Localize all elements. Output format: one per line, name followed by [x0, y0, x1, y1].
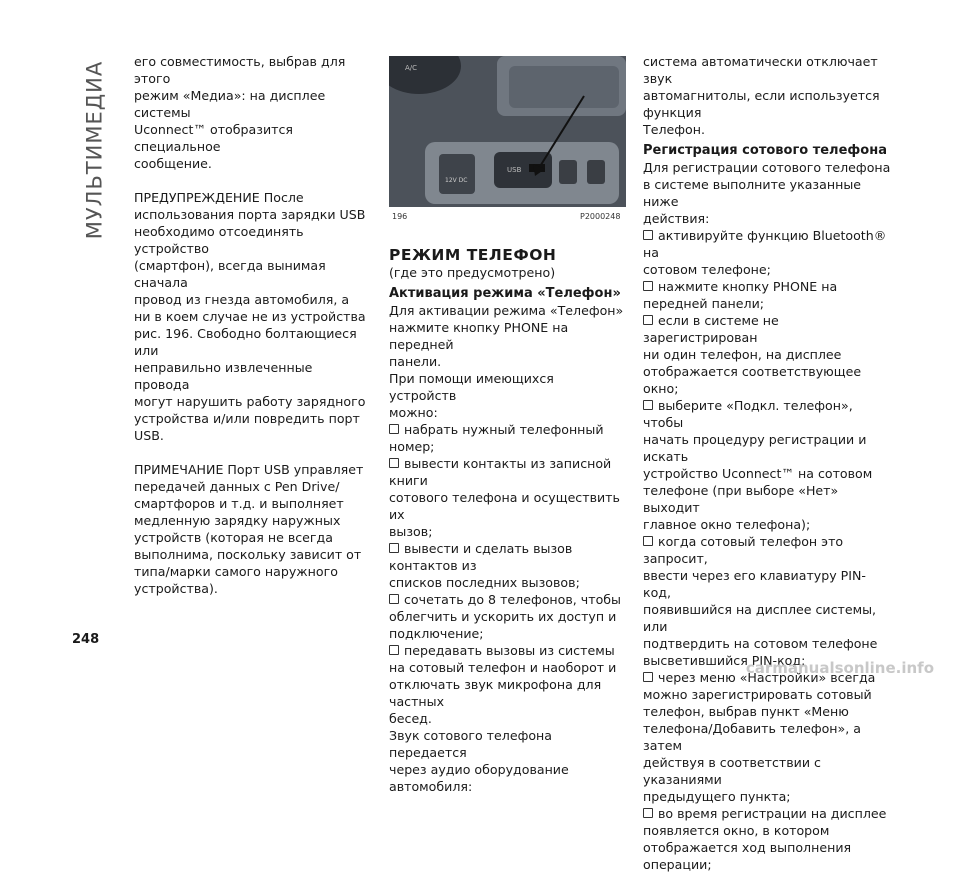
line-text: через аудио оборудование автомобиля:: [389, 762, 569, 794]
bullet-item: [643, 397, 893, 431]
checkbox-bullet-icon: [389, 458, 399, 468]
text-line: [134, 121, 366, 155]
bullet-item: [389, 591, 625, 608]
line-text: если в системе не зарегистрирован: [643, 313, 779, 345]
line-text: типа/марки самого наружного: [134, 564, 338, 579]
text-line: [134, 87, 366, 121]
figure-196-photo: [389, 56, 626, 207]
line-text: высветившийся PIN-код;: [643, 653, 806, 668]
line-text: панели.: [389, 354, 442, 369]
line-text: сочетать до 8 телефонов, чтобы: [404, 592, 621, 607]
line-text: телефона/Добавить телефон», а затем: [643, 721, 861, 753]
checkbox-bullet-icon: [643, 400, 653, 410]
page-number: 248: [72, 632, 100, 647]
bullet-item: [643, 805, 893, 822]
subheading-activation: Активация режима «Телефон»: [389, 286, 621, 301]
text-line: [389, 761, 625, 795]
line-text: облегчить и ускорить их доступ и: [389, 609, 617, 624]
line-text: появляется окно, в котором: [643, 823, 830, 838]
text-line: [643, 176, 893, 210]
line-text: передачей данных с Pen Drive/: [134, 479, 340, 494]
text-line: [134, 172, 366, 189]
line-text: списков последних вызовов;: [389, 575, 580, 590]
text-line: [389, 574, 625, 591]
line-text: можно зарегистрировать сотовый: [643, 687, 872, 702]
text-line: [389, 625, 625, 642]
column-left: [134, 53, 366, 597]
line-text: вывести контакты из записной книги: [389, 456, 612, 488]
line-text: начать процедуру регистрации и искать: [643, 432, 867, 464]
text-line: [643, 346, 893, 363]
text-line: [389, 302, 625, 319]
text-line: [643, 856, 893, 873]
line-text: сообщение.: [134, 156, 212, 171]
text-line: [643, 601, 893, 635]
text-line: [134, 529, 366, 546]
line-text: устройство Uconnect™ на сотовом: [643, 466, 873, 481]
line-text: сотового телефона и осуществить их: [389, 490, 620, 522]
figure-number: 196: [392, 212, 408, 221]
text-line: [643, 822, 893, 839]
line-text: Для регистрации сотового телефона: [643, 160, 891, 175]
line-text: рис. 196. Свободно болтающиеся или: [134, 326, 357, 358]
text-line: [134, 495, 366, 512]
line-text: ввести через его клавиатуру PIN-код,: [643, 568, 866, 600]
checkbox-bullet-icon: [389, 543, 399, 553]
line-text: могут нарушить работу зарядного: [134, 394, 366, 409]
line-text: автомагнитолы, если используется функция: [643, 88, 880, 120]
text-line: [643, 567, 893, 601]
text-line: [643, 465, 893, 482]
text-line: [643, 363, 893, 397]
line-text: главное окно телефона);: [643, 517, 811, 532]
text-line: [643, 720, 893, 754]
line-text: провод из гнезда автомобиля, а: [134, 292, 350, 307]
line-text: отключать звук микрофона для частных: [389, 677, 602, 709]
section-title-vertical: [74, 60, 114, 240]
text-line: [134, 53, 366, 87]
text-line: [134, 461, 366, 478]
text-line: [134, 546, 366, 563]
text-line: [134, 308, 366, 325]
text-line: [643, 87, 893, 121]
text-line: [643, 703, 893, 720]
line-text: Телефон.: [643, 122, 705, 137]
line-text: Uconnect™ отобразится специальное: [134, 122, 293, 154]
line-text: система автоматически отключает звук: [643, 54, 878, 86]
line-text: отображается соответствующее окно;: [643, 364, 862, 396]
text-line: [643, 516, 893, 533]
line-text: ПРИМЕЧАНИЕ Порт USB управляет: [134, 462, 364, 477]
bullet-item: [389, 455, 625, 489]
subheading-registration: Регистрация сотового телефона: [643, 143, 887, 158]
text-line: [389, 489, 625, 523]
line-text: сотовом телефоне;: [643, 262, 771, 277]
line-text: выполнима, поскольку зависит от: [134, 547, 362, 562]
text-line: [389, 353, 625, 370]
text-line: [134, 325, 366, 359]
line-text: ни один телефон, на дисплее: [643, 347, 842, 362]
line-text: подключение;: [389, 626, 484, 641]
line-text: на сотовый телефон и наоборот и: [389, 660, 617, 675]
text-line: [643, 431, 893, 465]
text-line: [134, 189, 366, 206]
text-line: [134, 512, 366, 529]
line-text: бесед.: [389, 711, 432, 726]
line-text: действия:: [643, 211, 710, 226]
column-right: [643, 53, 893, 873]
text-line: [643, 839, 893, 856]
line-text: во время регистрации на дисплее: [658, 806, 887, 821]
text-line: [389, 659, 625, 676]
line-text: неправильно извлеченные провода: [134, 360, 313, 392]
line-text: через меню «Настройки» всегда: [658, 670, 876, 685]
line-text: подтвердить на сотовом телефоне: [643, 636, 878, 651]
text-line: [389, 727, 625, 761]
text-line: [389, 676, 625, 710]
text-line: [389, 319, 625, 353]
text-line: [134, 206, 366, 223]
line-text: При помощи имеющихся устройств: [389, 371, 554, 403]
line-text: выберите «Подкл. телефон», чтобы: [643, 398, 853, 430]
line-text: устройства и/или повредить порт USB.: [134, 411, 360, 443]
text-line: [134, 155, 366, 172]
line-text: набрать нужный телефонный номер;: [389, 422, 604, 454]
line-text: телефон, выбрав пункт «Меню: [643, 704, 849, 719]
line-text: передавать вызовы из системы: [404, 643, 615, 658]
line-text: в системе выполните указанные ниже: [643, 177, 862, 209]
checkbox-bullet-icon: [389, 594, 399, 604]
usb-label: USB: [507, 166, 522, 174]
text-line: [643, 53, 893, 87]
text-line: [643, 635, 893, 652]
line-text: телефоне (при выборе «Нет» выходит: [643, 483, 839, 515]
checkbox-bullet-icon: [389, 645, 399, 655]
text-line: [643, 686, 893, 703]
text-line: [134, 291, 366, 308]
text-line: [643, 295, 893, 312]
checkbox-bullet-icon: [643, 315, 653, 325]
bullet-item: [643, 533, 893, 567]
text-line: [134, 223, 366, 257]
text-line: [134, 359, 366, 393]
text-line: [643, 754, 893, 788]
column-middle: [389, 247, 625, 795]
text-line: [389, 370, 625, 404]
line-text: медленную зарядку наружных: [134, 513, 341, 528]
bullet-item: [389, 421, 625, 455]
section-heading: РЕЖИМ ТЕЛЕФОН: [389, 246, 557, 264]
line-text: смартфоров и т.д. и выполняет: [134, 496, 344, 511]
line-text: устройства).: [134, 581, 218, 596]
line-text: активируйте функцию Bluetooth® на: [643, 228, 887, 260]
text-line: [134, 444, 366, 461]
text-line: [134, 393, 366, 410]
line-text: Для активации режима «Телефон»: [389, 303, 624, 318]
line-text: передней панели;: [643, 296, 765, 311]
line-text: можно:: [389, 405, 438, 420]
watermark: carmanualsonline.info: [745, 659, 934, 677]
line-text: нажмите кнопку PHONE на передней: [389, 320, 569, 352]
text-line: [643, 788, 893, 805]
line-text: действуя в соответствии с указаниями: [643, 755, 821, 787]
section-title-text: МУЛЬТИМЕДИА: [82, 60, 106, 240]
checkbox-bullet-icon: [389, 424, 399, 434]
text-line: [643, 261, 893, 278]
text-line: [643, 159, 893, 176]
usb-port-illustration: [389, 56, 626, 207]
checkbox-bullet-icon: [643, 536, 653, 546]
line-text: вывести и сделать вызов контактов из: [389, 541, 573, 573]
line-text: когда сотовый телефон это запросит,: [643, 534, 844, 566]
line-text: устройств (которая не всегда: [134, 530, 333, 545]
line-text: (смартфон), всегда вынимая сначала: [134, 258, 326, 290]
text-line: [134, 580, 366, 597]
text-line: [134, 563, 366, 580]
line-text: использования порта зарядки USB: [134, 207, 366, 222]
line-text: появившийся на дисплее системы, или: [643, 602, 877, 634]
line-text: вызов;: [389, 524, 433, 539]
checkbox-bullet-icon: [643, 672, 653, 682]
section-subtitle: (где это предусмотрено): [389, 265, 556, 280]
bullet-item: [643, 278, 893, 295]
bullet-item: [389, 642, 625, 659]
text-line: [643, 482, 893, 516]
12v-label: 12V DC: [445, 177, 468, 184]
checkbox-bullet-icon: [643, 230, 653, 240]
line-text: необходимо отсоединять устройство: [134, 224, 304, 256]
line-text: режим «Медиа»: на дисплее системы: [134, 88, 326, 120]
ac-label: A/C: [405, 64, 418, 72]
text-line: [389, 404, 625, 421]
checkbox-bullet-icon: [643, 281, 653, 291]
line-text: его совместимость, выбрав для этого: [134, 54, 346, 86]
text-line: [389, 523, 625, 540]
text-line: [389, 608, 625, 625]
line-text: нажмите кнопку PHONE на: [658, 279, 838, 294]
line-text: ни в коем случае не из устройства: [134, 309, 366, 324]
bullet-item: [643, 227, 893, 261]
text-line: [643, 210, 893, 227]
line-text: Звук сотового телефона передается: [389, 728, 552, 760]
text-line: [643, 121, 893, 138]
line-text: предыдущего пункта;: [643, 789, 791, 804]
checkbox-bullet-icon: [643, 808, 653, 818]
text-line: [134, 257, 366, 291]
figure-code: P2000248: [580, 212, 621, 221]
text-line: [134, 410, 366, 444]
bullet-item: [643, 312, 893, 346]
line-text: операции;: [643, 857, 712, 872]
line-text: ПРЕДУПРЕЖДЕНИЕ После: [134, 190, 304, 205]
bullet-item: [389, 540, 625, 574]
text-line: [134, 478, 366, 495]
line-text: отображается ход выполнения: [643, 840, 852, 855]
text-line: [389, 710, 625, 727]
